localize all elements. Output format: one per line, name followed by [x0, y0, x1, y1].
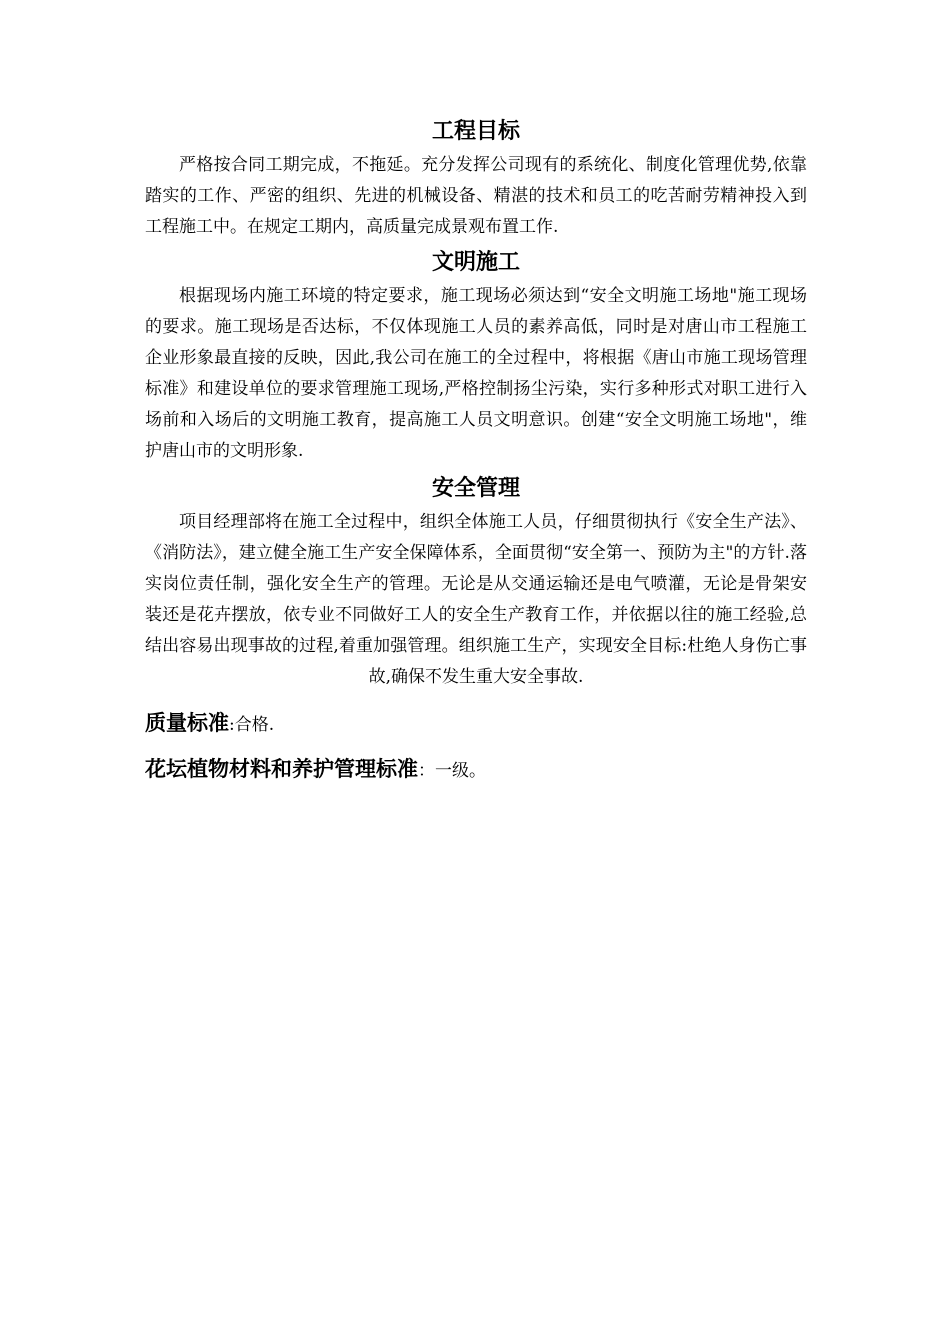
planting-standard-value: ：一级。	[418, 761, 486, 781]
planting-standard-line	[145, 747, 807, 793]
section-heading-safety-management: 安全管理	[431, 476, 520, 501]
quality-standard-label: 质量标准	[145, 711, 229, 735]
section-heading-civilized-construction: 文明施工	[431, 250, 520, 275]
section-heading-project-goal: 工程目标	[431, 119, 520, 144]
quality-standard-value: :合格.	[229, 715, 275, 735]
section-body-safety-management: 项目经理部将在施工全过程中，组织全体施工人员，仔细贯彻执行《安全生产法》、《消防法》，建立健全施工生产安全保障体系，全面贯彻“安全第一、预防为主"的方针.落实岗位责任制，强化安全生产的管理。无论是从交通运输还是电气喷灌，无论是骨架安装还是花卉摆放，依专业不同做好工人的安全生产教育工作，并依据以往的施工经验,总结出容易出现事故的过程,着重加强管理。组织施工生产，实现安全目标:杜绝人身伤亡事故,确保不发生重大安全事故.	[145, 512, 807, 687]
planting-standard-label: 花坛植物材料和养护管理标准	[145, 757, 418, 781]
section-body-civilized-construction: 根据现场内施工环境的特定要求，施工现场必须达到“安全文明施工场地"施工现场的要求。施工现场是否达标，不仅体现施工人员的素养高低，同时是对唐山市工程施工企业形象最直接的反映，因此,我公司在施工的全过程中，将根据《唐山市施工现场管理标准》和建设单位的要求管理施工现场,严格控制扬尘污染，实行多种形式对职工进行入场前和入场后的文明施工教育，提高施工人员文明意识。创建“安全文明施工场地"，维护唐山市的文明形象.	[145, 286, 807, 461]
section-body-project-goal: 严格按合同工期完成，不拖延。充分发挥公司现有的系统化、制度化管理优势,依靠踏实的工作、严密的组织、先进的机械设备、精湛的技术和员工的吃苦耐劳精神投入到工程施工中。在规定工期内，高质量完成景观布置工作.	[145, 155, 807, 237]
document-page	[145, 112, 807, 793]
quality-standard-line	[145, 701, 807, 747]
standards-list	[145, 701, 807, 793]
